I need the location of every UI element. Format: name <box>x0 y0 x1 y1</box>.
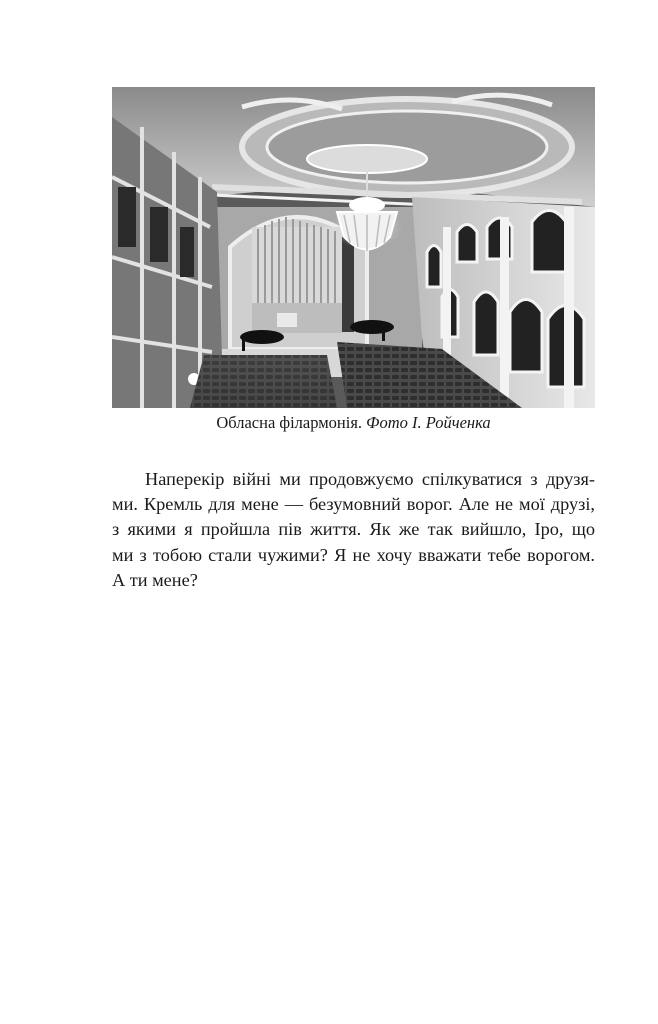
organ-pipes <box>252 217 342 333</box>
caption-text: Обласна філармонія. <box>216 413 363 432</box>
photo-illustration <box>112 87 595 408</box>
paragraph-line: з якими я пройшла пів життя. Як же так вийшло, Іро, що <box>112 519 595 540</box>
paragraph-line: ми з тобою стали чужими? Я не хочу вважати тебе ворогом. <box>112 544 595 565</box>
caption-credit: Фото І. Ройченка <box>366 413 491 432</box>
photo-caption <box>112 412 595 434</box>
paragraph-line: А ти мене? <box>112 569 198 590</box>
paragraph-line: ми. Кремль для мене — безумовний ворог. Але не мої друзі, <box>112 494 595 515</box>
concert-hall-photo <box>112 87 595 408</box>
body-paragraph <box>112 467 595 593</box>
paragraph-line: Наперекір війні ми продовжуємо спілкуватися з друзя- <box>145 469 595 489</box>
